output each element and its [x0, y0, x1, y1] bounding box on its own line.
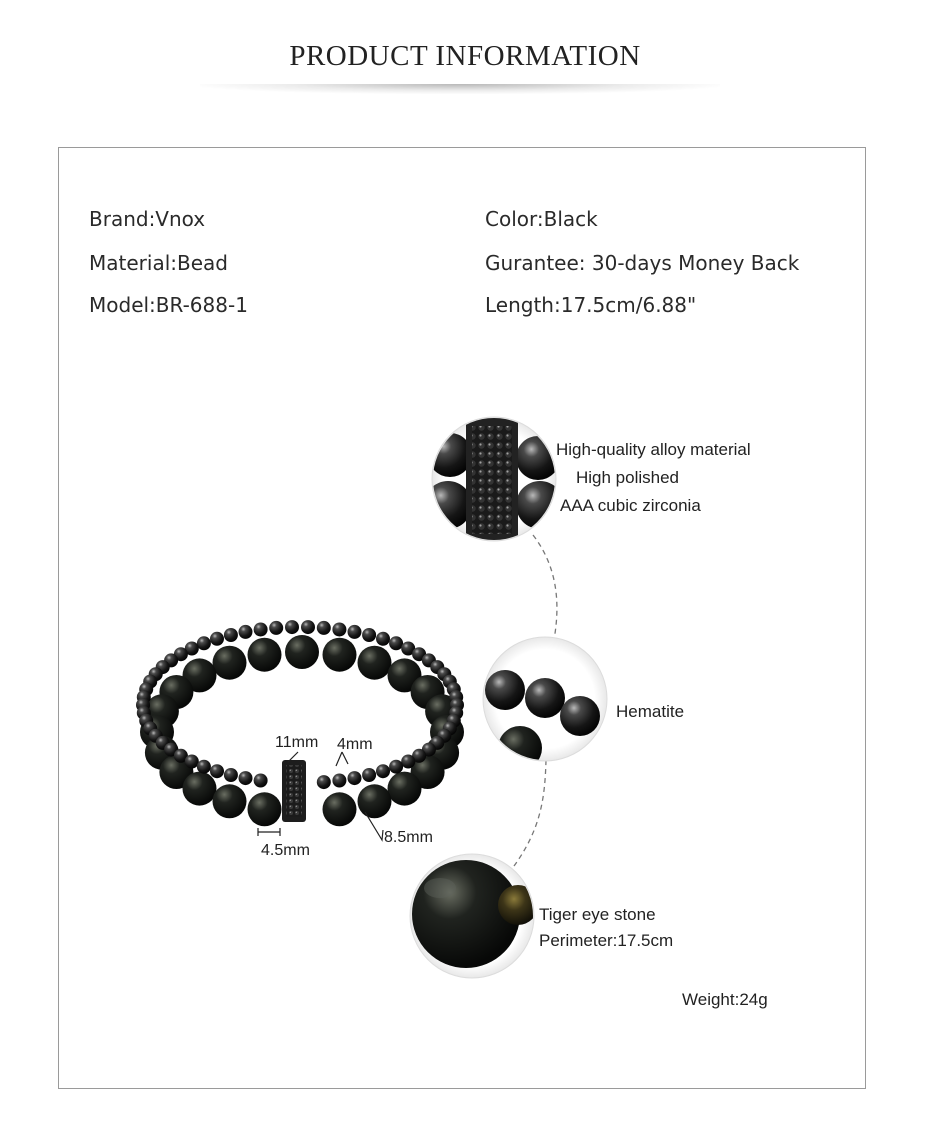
large-bead [358, 784, 392, 818]
callout-alloy-line1: High-quality alloy material [556, 440, 751, 459]
dim-charm-length: 11mm [275, 734, 319, 751]
dim-small-bead: 4mm [337, 736, 373, 753]
spec-material: Material:Bead [89, 251, 228, 275]
small-bead [301, 620, 315, 634]
small-bead [210, 764, 224, 778]
small-bead [332, 774, 346, 788]
callout-hematite: Hematite [616, 702, 685, 721]
spec-model: Model:BR-688-1 [89, 293, 248, 317]
small-bead [362, 628, 376, 642]
small-bead [254, 623, 268, 637]
dim-charm-width: 4.5mm [261, 842, 310, 859]
large-bead [248, 638, 282, 672]
small-bead [348, 625, 362, 639]
large-bead [285, 635, 319, 669]
small-bead [197, 760, 211, 774]
small-bead [362, 768, 376, 782]
small-bead [285, 620, 299, 634]
small-bead [210, 632, 224, 646]
callout-tiger-line1: Tiger eye stone [539, 905, 656, 924]
large-bead [248, 792, 282, 826]
spec-length: Length:17.5cm/6.88" [485, 293, 697, 317]
small-bead [224, 768, 238, 782]
small-bead [224, 628, 238, 642]
large-bead [213, 784, 247, 818]
small-bead [239, 771, 253, 785]
small-bead [376, 632, 390, 646]
small-bead [269, 621, 283, 635]
detail-circle-zirconia [424, 417, 564, 542]
small-bead [332, 623, 346, 637]
spec-color: Color:Black [485, 207, 598, 231]
small-bead [376, 764, 390, 778]
callout-tiger-line2: Perimeter:17.5cm [539, 931, 674, 950]
small-bead [197, 636, 211, 650]
large-bead [183, 772, 217, 806]
spec-brand: Brand:Vnox [89, 207, 206, 231]
detail-circle-tiger-eye [410, 854, 538, 978]
large-bead [323, 792, 357, 826]
page-title: PRODUCT INFORMATION [289, 40, 641, 72]
small-bead [389, 760, 403, 774]
small-bead [239, 625, 253, 639]
dim-large-bead: 8.5mm [384, 829, 433, 846]
small-bead [254, 774, 268, 788]
small-bead [401, 755, 415, 769]
small-bead [348, 771, 362, 785]
spec-guarantee: Gurantee: 30-days Money Back [485, 251, 800, 275]
detail-circle-hematite [483, 637, 607, 770]
large-bead [358, 646, 392, 680]
weight-label: Weight:24g [682, 990, 768, 1009]
large-bead [388, 772, 422, 806]
callout-alloy-line3: AAA cubic zirconia [560, 496, 701, 515]
large-bead [213, 646, 247, 680]
small-bead [389, 636, 403, 650]
bracelet-charm [282, 760, 306, 822]
small-bead [317, 775, 331, 789]
large-bead [323, 638, 357, 672]
small-bead [317, 621, 331, 635]
callout-alloy-line2: High polished [576, 468, 680, 487]
small-bead [185, 755, 199, 769]
